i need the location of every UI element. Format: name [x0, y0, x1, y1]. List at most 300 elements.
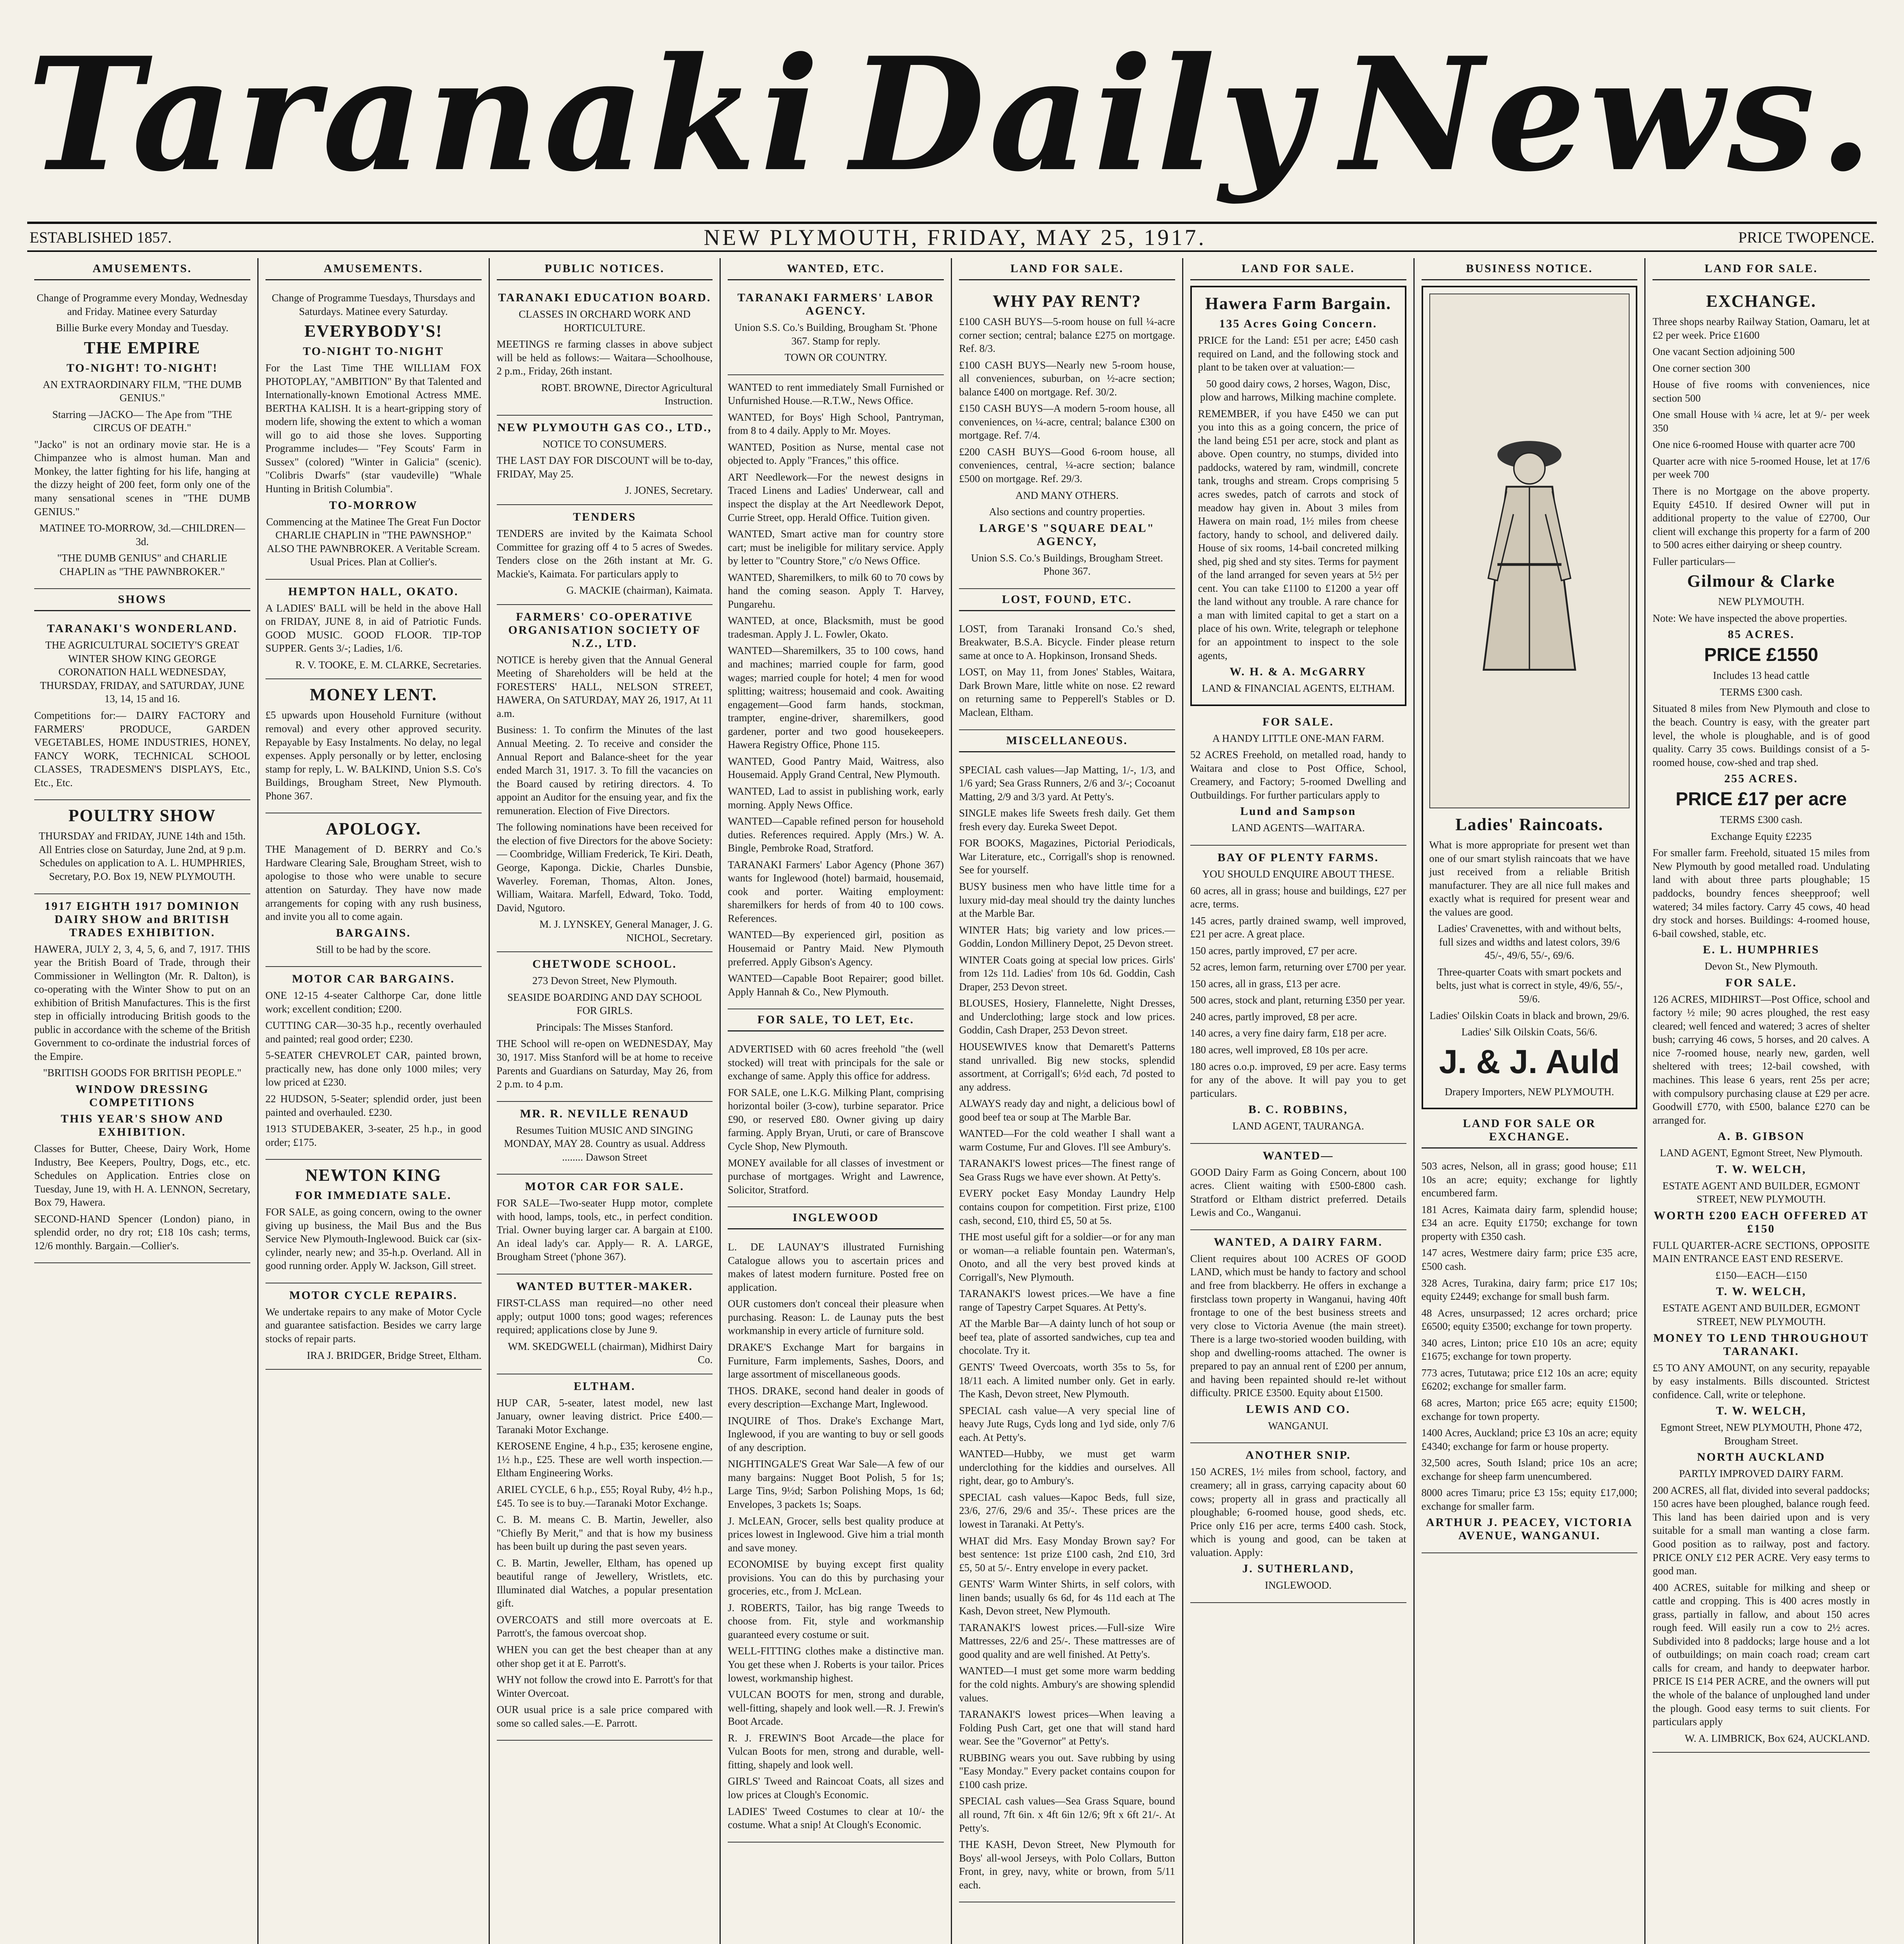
price-text: PRICE TWOPENCE.	[1738, 228, 1874, 246]
list-item: TARANAKI'S lowest prices—When leaving a Folding Push Cart, get one that will stand hard wear. See the "Governor" at Petty's.	[959, 1708, 1175, 1747]
list-item: One vacant Section adjoining 500	[1652, 346, 1795, 358]
ad-subtitle: ARTHUR J. PEACEY, VICTORIA AVENUE, WANGANUI.	[1426, 1516, 1633, 1542]
ad-subtitle: B. C. ROBBINS,	[1248, 1103, 1348, 1116]
column-3	[490, 258, 721, 1944]
list-item: CUTTING CAR—30-35 h.p., recently overhauled and painted; real good order; £230.	[265, 1019, 482, 1045]
list-item: C. B. Martin, Jeweller, Eltham, has opened up beautiful range of Jewellery, Wristlets, etc. Illuminated dial Watches, a popular presentation gift.	[496, 1557, 713, 1609]
ad-signature: WM. SKEDGWELL (chairman), Midhirst Dairy Co.	[508, 1340, 713, 1366]
price-text: PRICE £1550	[1704, 645, 1818, 666]
column-6	[1183, 258, 1415, 1944]
column-7	[1415, 258, 1646, 1944]
motor-car-sale-ad	[497, 1175, 713, 1274]
list-item: BLOUSES, Hosiery, Flannelette, Night Dresses, and Underclothing; large stock and low prices. Goddin, Cash Draper, 253 Devon street.	[959, 997, 1175, 1036]
ad-subtitle: TO-NIGHT! TO-NIGHT!	[66, 361, 218, 374]
hawera-farm-ad	[1190, 286, 1406, 706]
list-item: WANTED to rent immediately Small Furnished or Unfurnished House.—R.T.W., News Office.	[728, 381, 944, 407]
ad-subtitle: A. B. GIBSON	[1717, 1130, 1805, 1143]
masthead	[27, 23, 1877, 206]
list-item: WANTED, Position as Nurse, mental case not objected to. Apply "Frances," this office.	[728, 441, 944, 467]
ad-text: FOR SALE—Two-seater Hupp motor, complete with hood, lamps, tools, etc., in perfect condition. Trial. Owner buying larger car. A bargain at £100. An ideal lady's car. Apply— R. A. LARGE, Brougham Street ('phone 367).	[496, 1197, 713, 1263]
ad-text: REMEMBER, if you have £450 we can put you into this as a going concern, the price of the land being £51 per acre, stock and plant as above. Open country, no stumps, divided into paddocks, watered by ram, windmill, concrete tank, troughs and stream. Crops comprising 5 acres swedes, patch of carrots and stock of meadow hay given in. About 3 miles from Hawera on main road, 1½ miles from cheese factory, handy to school, and delivered daily. House of six rooms, 14-bail concreted milking shed, pig shed and sty sites. Terms for payment of the land arranged for seven years at 5½ per cent. You can take £1100 to £1200 a year off the land without any trouble. A rare chance for a man with limited capital to get a start on a place of his own. Write, telegraph or telephone for an appointment to inspect to the sole agents,	[1198, 407, 1399, 661]
ad-text: NEW PLYMOUTH.	[1718, 596, 1804, 608]
ad-title: Hawera Farm Bargain.	[1205, 294, 1391, 313]
bay-of-plenty-ad	[1190, 846, 1406, 1144]
list-item: 150 acres, all in grass, £13 per acre.	[1190, 977, 1341, 989]
apology-ad	[266, 813, 482, 967]
list-item: £100 CASH BUYS—5-room house on full ¼-acre corner section; central; balance £275 on mortgage. Ref. 8/3.	[959, 316, 1175, 355]
list-item: WANTED, at once, Blacksmith, must be good tradesman. Apply J. L. Fowler, Okato.	[728, 615, 944, 640]
list-item: OUR customers don't conceal their pleasure when purchasing. Reason: L. de Launay puts the best workmanship in every article of furniture sold.	[728, 1298, 944, 1337]
motor-bargains-ad	[266, 967, 482, 1160]
list-item: WANTED, Lad to assist in publishing work, early morning. Apply News Office.	[728, 785, 944, 811]
ad-subtitle: WINDOW DRESSING COMPETITIONS	[75, 1082, 209, 1109]
list-item: 8000 acres Timaru; price £3 15s; equity £17,000; exchange for smaller farm.	[1421, 1487, 1638, 1512]
list-item: 328 Acres, Turakina, dairy farm; price £17 10s; equity £2449; exchange for small bush farm.	[1421, 1277, 1638, 1302]
auld-name: J. & J. Auld	[1439, 1043, 1620, 1080]
column-head: AMUSEMENTS.	[34, 258, 250, 280]
empire-ad	[34, 286, 250, 589]
ad-text: FULL QUARTER-ACRE SECTIONS, OPPOSITE MAIN ENTRANCE EAST END RESERVE.	[1652, 1239, 1870, 1265]
list-item: Three shops nearby Railway Station, Oamaru, let at £2 per week. Price £1600	[1652, 316, 1870, 341]
ad-text: What is more appropriate for present wet than one of our smart stylish raincoats that we have just received from a reliable British manufacturer. They are all nice full makes and exactly what is required for present wear and the values are good.	[1429, 839, 1630, 918]
everybodys-ad	[266, 286, 482, 580]
column-2	[259, 258, 490, 1944]
list-item: KEROSENE Engine, 4 h.p., £35; kerosene engine, 1½ h.p., £25. These are well worth inspection.—Eltham Engineering Works.	[496, 1440, 713, 1479]
ad-subtitle: Lund and Sampson	[1240, 805, 1356, 818]
column-5	[952, 258, 1183, 1944]
exchange-list	[1422, 1154, 1638, 1553]
ad-title: ELTHAM.	[573, 1379, 636, 1393]
ad-text: LAND AGENTS—WAITARA.	[1231, 822, 1365, 834]
list-item: 340 acres, Linton; price £10 10s an acre; equity £1675; exchange for town property.	[1421, 1337, 1638, 1362]
list-item: 48 Acres, unsurpassed; 12 acres orchard; price £6500; equity £3500; exchange for town property.	[1421, 1307, 1638, 1332]
columns	[27, 258, 1877, 1944]
list-item: GIRLS' Tweed and Raincoat Coats, all sizes and low prices at Clough's Economic.	[728, 1775, 944, 1801]
dairy-show-ad	[34, 894, 250, 1264]
ad-text: Note: We have inspected the above properties.	[1652, 612, 1847, 624]
list-item: Three-quarter Coats with smart pockets and belts, just what is correct in style, 49/6, 55/-, 59/6.	[1436, 966, 1623, 1005]
list-item: WANTED, Good Pantry Maid, Waitress, also Housemaid. Apply Grand Central, New Plymouth.	[728, 755, 944, 781]
ad-text: Fuller particulars—	[1652, 555, 1735, 567]
ad-text: Includes 13 head cattle	[1713, 670, 1810, 682]
date-text: NEW PLYMOUTH, FRIDAY, MAY 25, 1917.	[704, 224, 1207, 250]
ad-title: TENDERS	[573, 510, 636, 524]
ad-text: PARTLY IMPROVED DAIRY FARM.	[1679, 1468, 1843, 1480]
ad-title: NEWTON KING	[305, 1166, 442, 1185]
list-item: WANTED, Smart active man for country store cart; must be ineligible for military service. Apply by letter to "Country Store," c/o News Office.	[728, 528, 944, 567]
list-item: 240 acres, partly improved, £8 per acre.	[1190, 1010, 1357, 1023]
list-item: ARIEL CYCLE, 6 h.p., £55; Royal Ruby, 4½ h.p., £45. To see is to buy.—Taranaki Motor Exchange.	[496, 1484, 713, 1509]
ad-text: THE AGRICULTURAL SOCIETY'S GREAT WINTER SHOW KING GEORGE CORONATION HALL WEDNESDAY, THURSDAY, FRIDAY, and SATURDAY, JUNE 13, 14, 15 and 16.	[40, 639, 245, 705]
list-item: 145 acres, partly drained swamp, well improved, £21 per acre. A great place.	[1190, 914, 1406, 940]
ad-title: 255 ACRES.	[1724, 772, 1798, 785]
ad-text: THE LAST DAY FOR DISCOUNT will be to-day, FRIDAY, May 25.	[496, 455, 713, 480]
motorcycle-ad	[266, 1283, 482, 1370]
ad-subtitle: TO-NIGHT TO-NIGHT	[303, 345, 444, 358]
ad-text: 50 good dairy cows, 2 horses, Wagon, Disc, plow and harrows, Milking machine complete.	[1200, 378, 1396, 403]
list-item: 140 acres, a very fine dairy farm, £18 per acre.	[1190, 1027, 1387, 1039]
ad-text: NOTICE is hereby given that the Annual General Meeting of Shareholders will be held at the FORESTERS' HALL, NELSON STREET, HAWERA, On SATURDAY, MAY 26, 1917, At 11 a.m.	[496, 654, 713, 719]
poultry-ad	[34, 800, 250, 894]
list-item: 147 acres, Westmere dairy farm; price £35 acre, £500 cash.	[1421, 1247, 1638, 1273]
list-item: WANTED—For the cold weather I shall want a warm Costume, Fur and Gloves. I'll see Ambury's.	[959, 1128, 1175, 1153]
column-subhead: INGLEWOOD	[728, 1207, 944, 1229]
ad-text: 400 ACRES, suitable for milking and sheep or cattle and cropping. This is 400 acres mostly in grass, partially in fallow, and about 150 acres rough feed. Will easily run a cow to 2½ acres. Subdivided into 8 paddocks; large house and a lot of outbuildings; on main coach road; cream cart calls for cream, and handy to deepwater harbor. PRICE IS £14 PER ACRE, and the owners will put the whole of the balance of unploughed land under the plough. Good easy terms to suit clients. For particulars apply	[1652, 1581, 1870, 1728]
list-item: 32,500 acres, South Island; price 10s an acre; exchange for sheep farm unencumbered.	[1421, 1457, 1638, 1482]
list-item: GENTS' Warm Winter Shirts, in self colors, with linen bands; usually 6s 6d, for 4s 11d each at The Kash, Devon street, New Plymouth.	[959, 1578, 1175, 1617]
list-item: SPECIAL cash value—A very special line of heavy Jute Rugs, Cyds long and 1yd side, only 7/6 each. At Petty's.	[959, 1404, 1175, 1443]
ad-text: ESTATE AGENT AND BUILDER, EGMONT STREET, NEW PLYMOUTH.	[1662, 1180, 1860, 1205]
list-item: LOST, on May 11, from Jones' Stables, Waitara, Dark Brown Mare, little white on nose. £2 reward on returning same to Pepperell's Stables or D. Maclean, Eltham.	[959, 666, 1175, 719]
ad-text: We undertake repairs to any make of Motor Cycle and guarantee satisfaction. Besides we carry large stocks of repair parts.	[265, 1306, 482, 1344]
column-head: WANTED, ETC.	[728, 258, 944, 280]
list-item: £150 CASH BUYS—A modern 5-room house, all conveniences, on ¼-acre, central; balance £300 on mortgage. Ref. 7/4.	[959, 402, 1175, 441]
list-item: BUSY business men who have little time for a luxury mid-day meal should try the dainty lunches at the Marble Bar.	[959, 880, 1175, 920]
list-item: J. McLEAN, Grocer, sells best quality produce at prices lowest in Inglewood. Give him a trial month and save money.	[728, 1515, 944, 1554]
ad-text: £5 TO ANY AMOUNT, on any security, repayable by easy instalments. Bills discounted. Strictest confidence. Call, write or telephone.	[1652, 1362, 1870, 1400]
ad-text: Billie Burke every Monday and Tuesday.	[56, 322, 229, 334]
ad-title: MONEY LENT.	[309, 685, 437, 705]
column-8	[1645, 258, 1877, 1944]
eltham-section	[497, 1374, 713, 1741]
list-item: WINTER Hats; big variety and low prices.—Goddin, London Millinery Depot, 25 Devon street.	[959, 924, 1175, 949]
established-text: ESTABLISHED 1857.	[30, 228, 172, 246]
list-item: ADVERTISED with 60 acres freehold "the (well stocked) will treat with principals for the sale or exchange of same. Apply this office for address.	[728, 1043, 944, 1082]
list-item: SPECIAL cash values—Sea Grass Square, bound all round, 7ft 6in. x 4ft 6in 12/6; 9ft x 6ft 21/-. At Petty's.	[959, 1795, 1175, 1834]
ad-title: WHY PAY RENT?	[992, 292, 1141, 311]
ad-title: BAY OF PLENTY FARMS.	[1218, 851, 1379, 864]
ad-text: THE School will re-open on WEDNESDAY, May 30, 1917. Miss Stanford will be at home to receive Parents and Guardians on Saturday, May 26, from 2 p.m. to 4 p.m.	[496, 1038, 713, 1090]
ad-title: THE EMPIRE	[84, 338, 201, 357]
ad-title: TARANAKI'S WONDERLAND.	[47, 622, 238, 635]
ad-subtitle: E. L. HUMPHRIES	[1703, 943, 1820, 956]
list-item: EVERY pocket Easy Monday Laundry Help contains coupon for competition. First prize, £100 cash, second, £10, third £5, 50 at 5s.	[959, 1187, 1175, 1226]
ad-title: FARMERS' CO-OPERATIVE ORGANISATION SOCIETY OF N.Z., LTD.	[508, 610, 701, 650]
ad-title: TARANAKI EDUCATION BOARD.	[498, 291, 711, 304]
ad-text: TERMS £300 cash.	[1720, 814, 1803, 826]
ad-text: FOR SALE, as going concern, owing to the owner giving up business, the Mail Bus and the Bus Service New Plymouth-Inglewood. Buick car (six-cylinder, nearly new; and 35-h.p. Overland. All in good running order. Apply W. Jackson, Gill street.	[265, 1206, 482, 1272]
one-man-farm-ad	[1190, 710, 1406, 846]
ad-title: WANTED BUTTER-MAKER.	[516, 1280, 693, 1293]
list-item: WANTED—Hubby, we must get warm underclothing for the kiddies and ourselves. All right, dear, go to Ambury's.	[959, 1448, 1175, 1487]
ad-subtitle: 135 Acres Going Concern.	[1219, 317, 1377, 330]
list-item: Ladies' Silk Oilskin Coats, 56/6.	[1461, 1026, 1598, 1038]
ad-text: LAND AGENT, Egmont Street, New Plymouth.	[1659, 1147, 1863, 1159]
ad-signature: R. V. TOOKE, E. M. CLARKE, Secretaries.	[295, 659, 482, 671]
list-item: WANTED—Capable Boot Repairer; good billet. Apply Hannah & Co., New Plymouth.	[728, 972, 944, 998]
ad-title: MOTOR CYCLE REPAIRS.	[289, 1288, 458, 1302]
ad-title: Ladies' Raincoats.	[1455, 815, 1604, 834]
list-item: WANTED—Sharemilkers, 35 to 100 cows, hand and machines; married couple for farm, good wages; married couple for hotel; 4 men for wood splitting; waitress; housemaid and cook. Awaiting engagement—Good farm hands, stockman, trampter, engine-driver, sharemilkers, good gardener, porter and two good housekeepers. Hawera Registry Office, Phone 115.	[728, 645, 944, 751]
ad-title: WORTH £200 EACH OFFERED AT £150	[1654, 1209, 1869, 1235]
ad-text: For the Last Time THE WILLIAM FOX PHOTOPLAY, "AMBITION" By that Talented and Internationally-known Emotional Actress MME. BERTHA KALISH. It is a heart-gripping story of modern life, showing the extent to which a woman will go to aid those she loves. Supporting Programme includes— "Fey Scouts' Farm in Sussex" (colored) "Winter in Galicia" (scenic). "Colibris Dwarfs" (star vaudeville) "Whale Hunting in British Columbia".	[265, 362, 482, 495]
ad-subtitle: T. W. WELCH,	[1716, 1285, 1806, 1298]
ad-text: The following nominations have been received for the election of five Directors for the above Society:— Coombridge, William Frederick, Te Kiri. Death, George, Kaponga. Dickie, Charles Dunsbie, Waverley. Foreman, Thomas, Alton. Jones, William, Waitara. Marfell, Edward, Toko. Todd, David, Ngutoro.	[496, 821, 713, 914]
list-item: THOS. DRAKE, second hand dealer in goods of every description—Exchange Mart, Inglewood.	[728, 1385, 944, 1410]
ad-title: EVERYBODY'S!	[304, 322, 443, 341]
ad-text: Competitions for:— DAIRY FACTORY and FARMERS' PRODUCE, GARDEN VEGETABLES, HOME INDUSTRIES, HONEY, FANCY WORK, TECHNICAL SCHOOL CLASSES, TRADESMEN'S DISPLAYS, Etc., Etc., Etc.	[34, 710, 250, 788]
ad-text: THURSDAY and FRIDAY, JUNE 14th and 15th. All Entries close on Saturday, June 2nd, at 9 p.m. Schedules on application to A. L. HUMPHRIES, Secretary, P.O. Box 19, NEW PLYMOUTH.	[38, 830, 246, 882]
list-item: L. DE LAUNAY'S illustrated Furnishing Catalogue allows you to ascertain prices and makes of latest modern furniture. Posted free on application.	[728, 1241, 944, 1293]
ad-text: A HANDY LITTLE ONE-MAN FARM.	[1212, 732, 1384, 744]
ad-signature: M. J. LYNSKEY, General Manager, J. G. NICHOL, Secretary.	[539, 918, 713, 944]
list-item: FOR SALE, one L.K.G. Milking Plant, comprising horizontal boiler (3-cow), turbine separator. Price £90, or reserved £80. Owner giving up dairy farming. Apply Bryan, Uruti, or care of Branscove Cycle Shop, New Plymouth.	[728, 1086, 944, 1152]
wonderland-ad	[34, 617, 250, 800]
column-subhead: LOST, FOUND, ETC.	[959, 589, 1175, 611]
ad-signature: ROBT. BROWNE, Director Agricultural Instruction.	[541, 381, 713, 407]
dateline	[27, 222, 1877, 252]
ad-text: GOOD Dairy Farm as Going Concern, about 100 acres. Client waiting with £500-£800 cash. Stratford or Eltham district preferred. Details Lewis and Co., Wanganui.	[1190, 1166, 1406, 1218]
ad-text: Client requires about 100 ACRES OF GOOD LAND, which must be handy to factory and school and free from blackberry. He offers in exchange a firstclass town property in Wanganui, having 40ft frontage to one of the best business streets and very close to Victoria Avenue (the main street). There is a large two-storied wooden building, with shop and dwelling-rooms attached. The owner is prepared to pay an annual rent of £200 per annum, and having been repainted should re-let without difficulty. PRICE £3500. Equity about £1500.	[1190, 1252, 1406, 1399]
column-subhead: SHOWS	[34, 589, 250, 611]
ad-subtitle: T. W. WELCH,	[1716, 1404, 1806, 1418]
list-item: LOST, from Taranaki Ironsand Co.'s shed, Breakwater, B.S.A. Bicycle. Finder please return same at once to A. Hopkinson, Ironsand Sheds.	[959, 622, 1175, 661]
list-item: WELL-FITTING clothes make a distinctive man. You get these when J. Roberts is your tailor. Prices lowest, workmanship highest.	[728, 1645, 944, 1684]
list-item: WHY not follow the crowd into E. Parrott's for that Winter Overcoat.	[496, 1674, 713, 1699]
column-head: LAND FOR SALE.	[1652, 258, 1870, 280]
ad-title: TARANAKI FARMERS' LABOR AGENCY.	[737, 291, 935, 317]
ad-signature: IRA J. BRIDGER, Bridge Street, Eltham.	[307, 1349, 482, 1361]
ad-title: MR. R. NEVILLE RENAUD	[520, 1107, 690, 1120]
list-item: VULCAN BOOTS for men, strong and durable, well-fitting, shapely and look well.—R. J. Frewin's Boot Arcade.	[728, 1689, 944, 1727]
ad-title: NEW PLYMOUTH GAS CO., LTD.,	[497, 421, 712, 434]
ad-text: 126 ACRES, MIDHIRST—Post Office, school and factory ½ mile; 90 acres ploughed, the rest easy cleared; well fenced and watered; 3 acres of shelter bush; carrying 46 cows, 5 horses, and 20 calves. A nice 7-roomed house, nearly new, garden, well sheltered with trees; 12-bail cowshed, with machines. This lease 6 years, rent 25s per acre; with compulsory purchasing clause at £29 per acre. Goodwill £770, with £500, balance £270 can be arranged for.	[1652, 993, 1870, 1126]
ad-subtitle: Gilmour & Clarke	[1687, 572, 1835, 591]
list-item: 68 acres, Marton; price £65 acre; equity £1500; exchange for town property.	[1421, 1397, 1638, 1422]
column-head: LAND FOR SALE.	[1190, 258, 1406, 280]
ad-title: WANTED, A DAIRY FARM.	[1214, 1235, 1383, 1248]
ad-text: MATINEE TO-MORROW, 3d.—CHILDREN—3d.	[39, 522, 245, 547]
list-item: 503 acres, Nelson, all in grass; good house; £11 10s an acre; equity; exchange for lightly encumbered farm.	[1421, 1160, 1638, 1199]
list-item: 500 acres, stock and plant, returning £350 per year.	[1190, 994, 1405, 1006]
list-item: 1400 Acres, Auckland; price £3 10s an acre; equity £4340; exchange for farm or house property.	[1421, 1427, 1638, 1452]
labor-agency-ad	[728, 286, 944, 375]
ad-title: 85 ACRES.	[1728, 628, 1795, 641]
list-item: 150 acres, partly improved, £7 per acre.	[1190, 944, 1357, 956]
ad-text: Egmont Street, NEW PLYMOUTH, Phone 472, Brougham Street.	[1660, 1421, 1862, 1447]
list-item: OVERCOATS and still more overcoats at E. Parrott's, the famous overcoat shop.	[496, 1614, 713, 1639]
masthead-word-2: Daily	[850, 23, 1314, 206]
list-item: WANTED—By experienced girl, position as Housemaid or Pantry Maid. New Plymouth preferred. Apply Gibson's Agency.	[728, 929, 944, 968]
list-item: WANTED—Capable refined person for household duties. References required. Apply (Mrs.) W. A. Bingle, Pembroke Road, Stratford.	[728, 815, 944, 854]
ad-text: LAND AGENT, TAURANGA.	[1232, 1120, 1364, 1132]
ad-text: LAND & FINANCIAL AGENTS, ELTHAM.	[1202, 682, 1395, 694]
ad-text: TENDERS are invited by the Kaimata School Committee for grazing off 4 to 5 acres of Swedes. Tenders close on the 26th instant at Mr. G. Mackie's, Kaimata. For particulars apply to	[496, 528, 713, 580]
list-item: TARANAKI Farmers' Labor Agency (Phone 367) wants for Inglewood (hotel) barmaid, housemaid, cook and porter. Waiting employment: sharemilkers for herds of from 40 to 100 cows. References.	[728, 858, 944, 924]
ad-title: MOTOR CAR FOR SALE.	[525, 1180, 685, 1193]
ad-text: A LADIES' BALL will be held in the above Hall on FRIDAY, JUNE 8, in aid of Patriotic Funds. GOOD MUSIC. GOOD FLOOR. TIP-TOP SUPPER. Gents 3/-; Ladies, 1/6.	[265, 602, 482, 654]
ad-subtitle: W. H. & A. McGARRY	[1230, 665, 1367, 678]
ad-subtitle: T. W. WELCH,	[1716, 1163, 1806, 1176]
ad-text: Union S.S. Co.'s Buildings, Brougham Street. Phone 367.	[971, 552, 1163, 577]
ad-text: Change of Programme Tuesdays, Thursdays and Saturdays. Matinee every Saturday.	[272, 292, 475, 317]
tenders-ad	[497, 505, 713, 605]
ad-text: CLASSES IN ORCHARD WORK AND HORTICULTURE.	[519, 308, 691, 334]
list-item: TARANAKI'S lowest prices.—Full-size Wire Mattresses, 22/6 and 25/-. These mattresses are of good quality and are well finished. At Petty's.	[959, 1621, 1175, 1660]
ad-text: Drapery Importers, NEW PLYMOUTH.	[1445, 1086, 1614, 1098]
ad-text: SEASIDE BOARDING AND DAY SCHOOL FOR GIRLS.	[507, 991, 702, 1017]
column-1	[27, 258, 259, 1944]
inglewood-list	[728, 1235, 944, 1842]
education-board-ad	[497, 286, 713, 416]
ad-text: Devon St., New Plymouth.	[1705, 960, 1818, 972]
ad-text: THE Management of D. BERRY and Co.'s Hardware Clearing Sale, Brougham Street, wish to apologise to those who were unable to secure attention on Saturday. They have now made arrangements for coping with any rush business, and invite you all to come again.	[265, 843, 482, 923]
column-4	[721, 258, 952, 1944]
ad-text: 52 ACRES Freehold, on metalled road, handy to Waitara and close to Post Office, School, Creamery, and Factory; 5-roomed Dwelling and Outbuildings. For further particulars apply to	[1190, 749, 1406, 801]
column-subhead: MISCELLANEOUS.	[959, 730, 1175, 752]
list-item: 180 acres o.o.p. improved, £9 per acre. Easy terms for any of the above. It will pay you to get particulars.	[1190, 1060, 1406, 1099]
ad-title: POULTRY SHOW	[68, 806, 216, 825]
column-head: BUSINESS NOTICE.	[1422, 258, 1638, 280]
list-item: 22 HUDSON, 5-Seater; splendid order, just been painted and overhauled. £230.	[265, 1093, 482, 1118]
ad-title: APOLOGY.	[325, 819, 421, 839]
ad-text: Still to be had by the score.	[316, 943, 431, 955]
ad-text: WANGANUI.	[1268, 1420, 1329, 1432]
lost-found-list	[959, 617, 1175, 730]
dairy-farm-wanted-ad	[1190, 1230, 1406, 1444]
ad-text: Principals: The Misses Stanford.	[536, 1021, 673, 1033]
chetwode-school-ad	[497, 952, 713, 1101]
list-item: C. B. M. means C. B. Martin, Jeweller, also "Chiefly By Merit," and that is how my business has been built up during the past seven years.	[496, 1514, 713, 1552]
list-item: INQUIRE of Thos. Drake's Exchange Mart, Inglewood, if you are wanting to buy or sell goods of any description.	[728, 1414, 944, 1453]
list-item: £200 CASH BUYS—Good 6-room house, all conveniences, central, ¼-acre section; balance £500 on mortgage. Ref. 29/3.	[959, 446, 1175, 485]
newton-king-ad	[266, 1160, 482, 1283]
ad-subtitle: FOR IMMEDIATE SALE.	[295, 1189, 452, 1202]
ad-signature: W. A. LIMBRICK, Box 624, AUCKLAND.	[1684, 1732, 1870, 1744]
list-item: WANTED—I must get some more warm bedding for the cold nights. Ambury's are showing splendid values.	[959, 1665, 1175, 1704]
ad-text: 200 ACRES, all flat, divided into several paddocks; 150 acres have been ploughed, balance rough feed. This land has been dairied upon and is very suitable for a small man wanting a close farm. Good position as to railway, post and factory. PRICE ONLY £12 PER ACRE. Very easy terms to good man.	[1652, 1484, 1870, 1577]
ad-subtitle: TO-MORROW	[329, 498, 418, 512]
list-item: J. ROBERTS, Tailor, has big range Tweeds to choose from. Fit, style and workmanship guaranteed every costume or suit.	[728, 1601, 944, 1640]
ad-text: Also sections and country properties.	[989, 506, 1145, 518]
list-item: FOR BOOKS, Magazines, Pictorial Periodicals, War Literature, etc., Corrigall's shop is renowned. See for yourself.	[959, 837, 1175, 876]
for-sale-list	[728, 1037, 944, 1207]
list-item: ALWAYS ready day and night, a delicious bowl of good beef tea or soup at The Marble Bar.	[959, 1098, 1175, 1123]
list-item: 1913 STUDEBAKER, 3-seater, 25 h.p., in good order; £175.	[265, 1123, 482, 1148]
miscellaneous-list	[959, 758, 1175, 1903]
list-item: SINGLE makes life Sweets fresh daily. Get them fresh every day. Eureka Sweet Depot.	[959, 807, 1175, 832]
hempton-ad	[266, 580, 482, 680]
ad-title: CHETWODE SCHOOL.	[532, 958, 677, 971]
ad-title: NORTH AUCKLAND	[1697, 1451, 1825, 1464]
masthead-word-3: News.	[1341, 23, 1877, 206]
list-item: £100 CASH BUYS—Nearly new 5-room house, all conveniences, suburban, on ½-acre section; balance £400 on mortgage. Ref. 30/2.	[959, 359, 1175, 398]
ad-text: ESTATE AGENT AND BUILDER, EGMONT STREET, NEW PLYMOUTH.	[1662, 1302, 1860, 1327]
ad-subtitle: J. SUTHERLAND,	[1242, 1562, 1354, 1575]
gas-company-ad	[497, 416, 713, 505]
butter-maker-ad	[497, 1274, 713, 1374]
ad-text: TOWN OR COUNTRY.	[784, 351, 887, 364]
list-item: 181 Acres, Kaimata dairy farm, splendid house; £34 an acre. Equity £1750; exchange for town property with £350 cash.	[1421, 1203, 1638, 1242]
ad-subtitle: THIS YEAR'S SHOW AND EXHIBITION.	[61, 1112, 224, 1138]
ad-text: For smaller farm. Freehold, situated 15 miles from New Plymouth by good metalled road. Undulating land with about three parts ploughable; 15 paddocks, boundry fences sheepproof; well watered; 34 miles factory. Carry 45 cows, 40 head dry stock and horses. Buildings: 4-roomed house, 6-bail cowshed, stable, etc.	[1652, 847, 1870, 939]
list-item: NIGHTINGALE'S Great War Sale—A few of our many bargains: Nugget Boot Polish, 5 for 1s; Large Tins, 9½d; Sarbon Polishing Mops, 1s 6d; Envelopes, 3 packets 1s; Soaps.	[728, 1458, 944, 1510]
list-item: SPECIAL cash values—Jap Matting, 1/-, 1/3, and 1/6 yard; Sea Grass Runners, 2/6 and 3/-; Cocoanut Matting, 2/9 and 3/3 yard. At Petty's.	[959, 764, 1175, 802]
list-item: TARANAKI'S lowest prices.—We have a fine range of Tapestry Carpet Squares. At Petty's.	[959, 1288, 1175, 1313]
ad-text: Resumes Tuition MUSIC AND SINGING MONDAY, MAY 28. Country as usual. Address ........ Dawson Street	[504, 1124, 706, 1163]
list-item: 773 acres, Tututawa; price £12 10s an acre; equity £6202; exchange for smaller farm.	[1421, 1367, 1638, 1392]
ad-subtitle: LEWIS AND CO.	[1246, 1402, 1350, 1416]
list-item: One nice 6-roomed House with quarter acre 700	[1652, 439, 1855, 451]
list-item: MONEY available for all classes of investment or purchase of mortgages. Wright and Lawrence, Solicitor, Stratford.	[728, 1157, 944, 1196]
column-subhead: FOR SALE, TO LET, Etc.	[728, 1009, 944, 1031]
ad-text: Change of Programme every Monday, Wednesday and Friday. Matinee every Saturday	[37, 292, 248, 317]
ad-title: 1917 EIGHTH 1917 DOMINION DAIRY SHOW and BRITISH TRADES EXHIBITION.	[44, 899, 240, 939]
ad-text: £150—EACH—£150	[1715, 1269, 1807, 1281]
list-item: WHAT did Mrs. Easy Monday Brown say? For best sentence: 1st prize £100 cash, 2nd £10, 3rd £5, 50 at 5/-. Entry envelope in every packet.	[959, 1535, 1175, 1573]
ad-text: "Jacko" is not an ordinary movie star. He is a Chimpanzee who is almost human. Man and Monkey, the latter fighting for his life, hanging at the dizzy height of 200 feet, form only one of the many sensational scenes in "THE DUMB GENIUS."	[34, 438, 250, 517]
ad-title: MOTOR CAR BARGAINS.	[292, 972, 455, 986]
list-item: THE most useful gift for a soldier—or for any man or woman—a reliable fountain pen. Waterman's, Onoto, and all the very best proved kinds at Corrigall's, New Plymouth.	[959, 1231, 1175, 1283]
price-text: PRICE £17 per acre	[1675, 789, 1847, 810]
list-item: HUP CAR, 5-seater, latest model, new last January, owner leaving district. Price £400.—Taranaki Motor Exchange.	[496, 1397, 713, 1435]
column-head: PUBLIC NOTICES.	[497, 258, 713, 280]
ad-text: HAWERA, JULY 2, 3, 4, 5, 6, and 7, 1917. THIS year the British Board of Trade, through their Commissioner in Wellington (Mr. R. Dalton), is co-operating with the Winter Show to put on an exhibition of British Manufactures. This is the first step in officially introducing British goods to the public in accordance with the scheme of the British Government to co-ordinate the industrial forces of the Empire.	[34, 943, 250, 1062]
ad-text: 150 ACRES, 1½ miles from school, factory, and creamery; all in grass, carrying capacity about 60 cows; property all in grass and practically all ploughable; 6-roomed house, good sheds, etc. Price only £16 per acre, terms £400 cash. Stock, which is young and good, can be taken at valuation. Apply:	[1190, 1466, 1406, 1558]
ad-title: FOR SALE.	[1262, 715, 1334, 728]
list-item: ECONOMISE by buying except first quality provisions. You can do this by purchasing your groceries, etc., from J. McLean.	[728, 1558, 944, 1597]
another-snip-ad	[1190, 1443, 1406, 1603]
ad-text: PRICE for the Land: £51 per acre; £450 cash required on Land, and the following stock and plant to be taken over at valuation:—	[1198, 334, 1399, 373]
list-item: WHEN you can get the best cheaper than at any other shop get it at E. Parrott's.	[496, 1644, 713, 1669]
column-head: AMUSEMENTS.	[266, 258, 482, 280]
list-item: WINTER Coats going at special low prices. Girls' from 12s 11d. Ladies' from 10s 6d. Goddin, Cash Draper, 253 Devon street.	[959, 954, 1175, 993]
list-item: Quarter acre with nice 5-roomed House, let at 17/6 per week 700	[1652, 455, 1870, 481]
list-item: SPECIAL cash values—Kapoc Beds, full size, 23/6, 27/6, 29/6 and 35/-. These prices are the lowest in Taranaki. At Petty's.	[959, 1491, 1175, 1530]
ad-text: SECOND-HAND Spencer (London) piano, in splendid order, no dry rot; £18 10s cash; terms, 12/6 monthly. Bargain.—Collier's.	[34, 1213, 250, 1252]
ad-text: "THE DUMB GENIUS" and CHARLIE CHAPLIN as "THE PAWNBROKER."	[57, 552, 227, 577]
ad-text: Situated 8 miles from New Plymouth and close to the beach. Country is easy, with the greater part level, the whole is ploughable, and is of good quality. Carry 35 cows. Buildings consist of a 5-roomed house, cow-shed and trap shed.	[1652, 703, 1870, 768]
ad-title: EXCHANGE.	[1706, 292, 1817, 311]
land-for-sale-section	[1652, 286, 1870, 1753]
ad-text: Business: 1. To confirm the Minutes of the last Annual Meeting. 2. To receive and consider the Annual Report and Balance-sheet for the year ended March 31, 1917. 3. To fill the vacancies on the Board caused by retiring directors. 4. To appoint an Auditor for the ensuing year, and fix the remuneration. Election of Five Directors.	[496, 724, 713, 816]
ad-text: Classes for Butter, Cheese, Dairy Work, Home Industry, Bee Keepers, Poultry, Dogs, etc., etc. Schedules on Application. Entries close on Tuesday, June 19, with H. A. LENNON, Secretary, Box 79, Hawera.	[34, 1142, 250, 1208]
ad-text: TERMS £300 cash.	[1720, 686, 1803, 698]
list-item: R. J. FREWIN'S Boot Arcade—the place for Vulcan Boots for men, strong and durable, well-fitting, shapely and look well.	[728, 1732, 944, 1771]
ad-text: INGLEWOOD.	[1265, 1579, 1332, 1591]
list-item: GENTS' Tweed Overcoats, worth 35s to 5s, for 18/11 each. A limited number only. Get in early. The Kash, Devon street, New Plymouth.	[959, 1361, 1175, 1400]
ad-text: YOU SHOULD ENQUIRE ABOUT THESE.	[1202, 868, 1394, 880]
list-item: Ladies' Oilskin Coats in black and brown, 29/6.	[1429, 1009, 1630, 1021]
wanted-dairy-ad	[1190, 1144, 1406, 1230]
list-item: HOUSEWIVES know that Demarett's Patterns stand unrivalled. Big new stocks, splendid assortment, at Corrigall's; 6½d each, 7d posted to any address.	[959, 1040, 1175, 1093]
ad-title: HEMPTON HALL, OKATO.	[288, 585, 459, 598]
ad-text: AND MANY OTHERS.	[1015, 489, 1119, 501]
list-item: Ladies' Cravenettes, with and without belts, full sizes and widths and latest colors, 39/6 45/-, 49/6, 55/-, 69/6.	[1438, 923, 1621, 962]
ad-text: Starring —JACKO— The Ape from "THE CIRCUS OF DEATH."	[52, 408, 232, 434]
ad-text: NOTICE TO CONSUMERS.	[542, 438, 667, 450]
ad-subtitle: BARGAINS.	[336, 926, 411, 939]
list-item: ART Needlework—For the newest designs in Traced Linens and Ladies' Underwear, call and inspect the display at the Art Needlework Depot, Currie Street, opp. Herald Office. Tuition given.	[728, 471, 944, 523]
column-head: LAND FOR SALE.	[959, 258, 1175, 280]
list-item: THE KASH, Devon Street, New Plymouth for Boys' all-wool Jerseys, with Polo Collars, Button Front, in grey, navy, white or brown, from 5/11 each.	[959, 1839, 1175, 1891]
ad-title: WANTED—	[1263, 1149, 1334, 1162]
ad-signature: J. JONES, Secretary.	[625, 484, 713, 496]
ad-signature: G. MACKIE (chairman), Kaimata.	[566, 584, 713, 596]
lady-raincoat-illustration	[1429, 294, 1630, 808]
ad-text: 273 Devon Street, New Plymouth.	[532, 975, 677, 987]
column-subhead: LAND FOR SALE OR EXCHANGE.	[1422, 1113, 1638, 1149]
list-item: One small House with ¼ acre, let at 9/- per week 350	[1652, 409, 1870, 434]
list-item: 52 acres, lemon farm, returning over £700 per year.	[1190, 961, 1406, 973]
ad-title: FOR SALE.	[1725, 976, 1797, 989]
list-item: WANTED, for Boys' High School, Pantryman, from 8 to 4 daily. Apply to Mr. Moyes.	[728, 411, 944, 437]
ad-text: Union S.S. Co.'s Building, Brougham St. 'Phone 367. Stamp for reply.	[734, 322, 938, 347]
list-item: OUR usual price is a sale price compared with some so called sales.—E. Parrott.	[496, 1704, 713, 1729]
why-pay-rent-ad	[959, 286, 1175, 589]
ad-text: There is no Mortgage on the above property. Equity £4510. If desired Owner will put in additional property to the value of £2700, Our client will exchange this property for a farm of 200 to 500 acres either dairying or sheep country.	[1652, 485, 1870, 551]
farmers-society-ad	[497, 605, 713, 952]
